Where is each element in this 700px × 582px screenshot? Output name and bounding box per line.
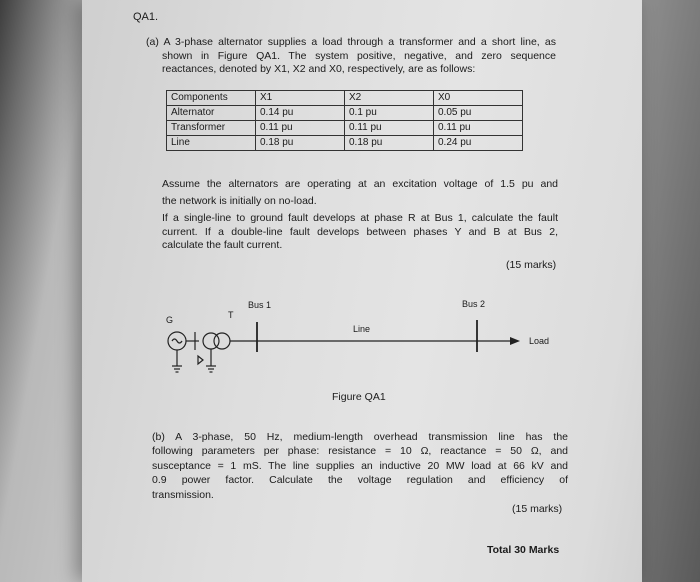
part-b-line-4: 0.9 power factor. Calculate the voltage regulation and efficiency of: [152, 474, 568, 487]
bus-2-label: Bus 2: [462, 299, 486, 309]
fault-line-1: If a single-line to ground fault develops at phase R at Bus 1, calculate the fault: [162, 212, 558, 224]
part-a-line-3: reactances, denoted by X1, X2 and X0, respectively, are as follows:: [162, 63, 476, 76]
fault-line-3: calculate the fault current.: [162, 239, 283, 251]
part-b-marks: (15 marks): [512, 503, 563, 515]
table-cell: 0.05 pu: [434, 106, 523, 121]
load-label: Load: [529, 336, 550, 346]
table-cell: 0.11 pu: [345, 121, 434, 136]
part-a-marks: (15 marks): [506, 259, 557, 271]
transformer-secondary-icon: [214, 333, 230, 349]
table-cell: 0.14 pu: [256, 106, 345, 121]
table-cell: 0.11 pu: [256, 121, 345, 136]
table-cell: 0.18 pu: [345, 136, 434, 151]
assume-line-1: Assume the alternators are operating at an excitation voltage of 1.5 pu and: [162, 178, 558, 190]
table-cell: Transformer: [167, 121, 256, 136]
table-cell: Line: [167, 136, 256, 151]
generator-wave-icon: [172, 339, 182, 343]
part-a-line-2: shown in Figure QA1. The system positive, negative, and zero sequence: [162, 49, 556, 62]
generator-label: G: [166, 315, 174, 325]
line-label: Line: [353, 324, 371, 334]
table-cell: Alternator: [167, 106, 256, 121]
total-marks: Total 30 Marks: [487, 544, 560, 556]
part-b-line-5: transmission.: [152, 488, 214, 501]
delta-icon: [198, 356, 203, 364]
transformer-label: T: [228, 310, 234, 320]
table-cell: 0.24 pu: [434, 136, 523, 151]
part-b-line-2: following parameters per phase: resistance = 10 Ω, reactance = 50 Ω, and: [152, 445, 568, 458]
table-header-cell: Components: [167, 91, 256, 106]
part-a-line-1: (a) A 3-phase alternator supplies a load through a transformer and a short line, as: [146, 36, 556, 48]
part-b-text: [152, 430, 568, 502]
part-b-line-1: (b) A 3-phase, 50 Hz, medium-length overhead transmission line has the: [152, 431, 568, 443]
load-arrow-icon: [510, 337, 520, 345]
table-cell: 0.1 pu: [345, 106, 434, 121]
table-cell: 0.18 pu: [256, 136, 345, 151]
table-header-cell: X1: [256, 91, 345, 106]
table-header-cell: X2: [345, 91, 434, 106]
fault-line-2: current. If a double-line fault develops between phases Y and B at Bus 2,: [162, 225, 558, 238]
part-b-line-3: susceptance = 1 mS. The line supplies an inductive 20 MW load at 66 kV and: [152, 459, 568, 472]
question-id: QA1.: [133, 11, 159, 23]
table-header-cell: X0: [434, 91, 523, 106]
figure-caption: Figure QA1: [332, 391, 386, 403]
bus-1-label: Bus 1: [248, 300, 272, 310]
table-cell: 0.11 pu: [434, 121, 523, 136]
assume-line-2: the network is initially on no-load.: [162, 195, 317, 207]
